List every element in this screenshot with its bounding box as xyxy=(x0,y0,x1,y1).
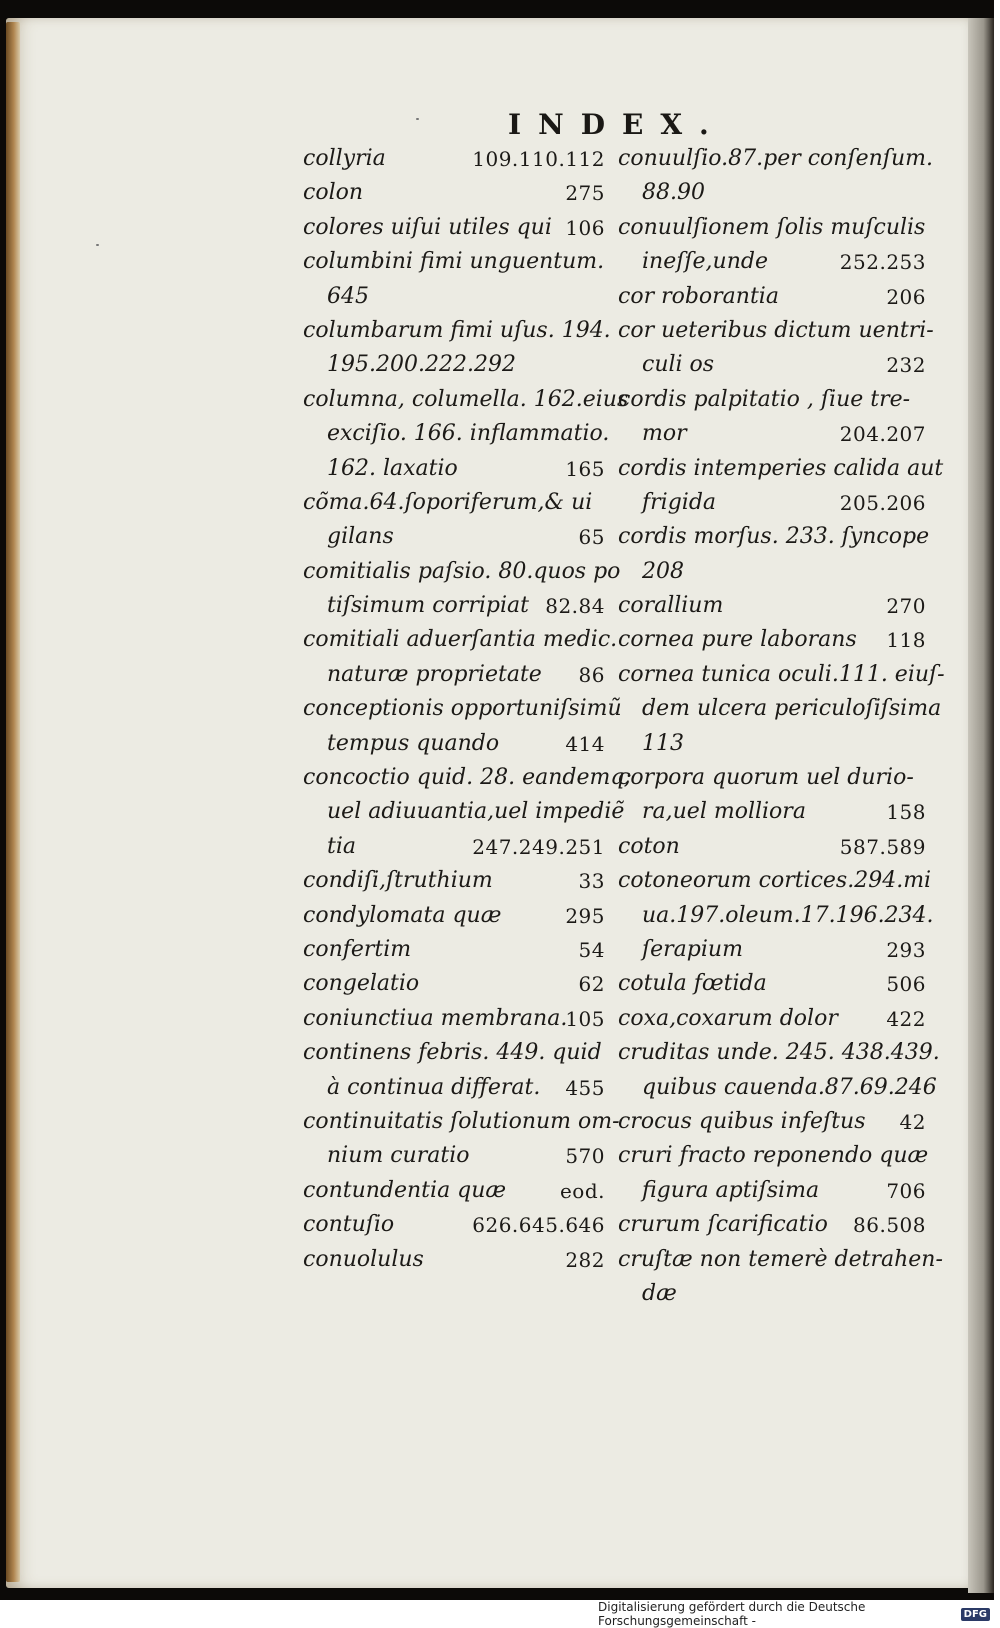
index-entry-text: tia xyxy=(327,833,356,859)
index-line xyxy=(303,1105,620,1139)
index-line xyxy=(303,692,622,726)
paper-speck xyxy=(416,118,419,120)
index-line xyxy=(303,1036,605,1070)
index-entry-text: frigida xyxy=(642,489,717,515)
index-entry-pages: 158 xyxy=(886,800,926,825)
index-entry-text: conuolulus xyxy=(303,1246,424,1272)
index-entry-text: concoctio quid. 28. eandemq; xyxy=(303,765,632,791)
index-line xyxy=(303,899,605,933)
index-entry-text: 208 xyxy=(642,558,684,584)
index-line xyxy=(303,933,605,967)
index-line xyxy=(303,864,605,898)
paper-speck xyxy=(96,244,99,246)
index-entry-text: comitialis paſsio. 80.quos po xyxy=(303,558,621,584)
footer-credit-text: Digitalisierung gefördert durch die Deutsche Forschungsgemeinschaft - xyxy=(598,1600,866,1628)
index-entry-text: cotula fœtida xyxy=(618,971,767,997)
index-line xyxy=(618,933,926,967)
index-line xyxy=(303,1002,605,1036)
index-line xyxy=(618,864,932,898)
index-entry-text: gilans xyxy=(327,524,394,550)
footer-credit xyxy=(598,1600,990,1628)
index-entry-text: cor roborantia xyxy=(618,283,779,309)
index-entry-text: congelatio xyxy=(303,971,420,997)
index-entry-text: coton xyxy=(618,833,680,859)
index-line xyxy=(303,176,605,210)
index-entry-pages: 455 xyxy=(565,1075,605,1100)
index-line xyxy=(618,1243,943,1277)
index-entry-text: 88.90 xyxy=(642,180,705,206)
index-line xyxy=(618,1208,926,1242)
index-entry-text: colores uiſui utiles qui xyxy=(303,214,552,240)
index-entry-pages: 282 xyxy=(565,1247,605,1272)
index-entry-text: uel adiuuantia,uel impediẽ xyxy=(327,799,625,825)
index-line xyxy=(618,1036,940,1070)
index-entry-text: conceptionis opportuniſsimũ xyxy=(303,696,622,722)
index-entry-text: cruſtæ non temerè detrahen- xyxy=(618,1246,943,1272)
index-entry-pages: 206 xyxy=(886,284,926,309)
index-entry-pages: 65 xyxy=(578,525,605,550)
index-entry-text: cordis morſus. 233. ſyncope xyxy=(618,524,930,550)
index-entry-text: crurum ſcarificatio xyxy=(618,1212,828,1238)
index-line xyxy=(618,348,926,382)
index-entry-text: coxa,coxarum dolor xyxy=(618,1005,838,1031)
index-entry-text: quibus cauenda.87.69.246 xyxy=(642,1074,937,1100)
index-line xyxy=(303,555,621,589)
index-line xyxy=(303,245,605,279)
index-line xyxy=(303,486,605,520)
index-entry-pages: 275 xyxy=(565,181,605,206)
index-entry-text: culi os xyxy=(642,352,715,378)
index-entry-pages: 587.589 xyxy=(839,834,926,859)
index-line xyxy=(618,589,926,623)
index-line xyxy=(618,795,926,829)
index-entry-pages: 109.110.112 xyxy=(472,147,605,171)
index-entry-text: corpora quorum uel durio- xyxy=(618,765,914,791)
index-entry-text: columbini fimi unguentum. xyxy=(303,249,605,275)
index-entry-text: tiſsimum corripiat xyxy=(327,593,529,619)
index-line xyxy=(618,245,926,279)
index-line xyxy=(618,486,926,520)
index-line xyxy=(303,1071,605,1105)
index-entry-pages: 706 xyxy=(886,1178,926,1203)
index-entry-text: à continua differat. xyxy=(327,1074,541,1100)
index-line xyxy=(303,727,605,761)
index-entry-text: confertim xyxy=(303,936,412,962)
index-entry-pages: 54 xyxy=(578,937,605,962)
index-entry-pages: 252.253 xyxy=(839,250,926,275)
page-right-edge xyxy=(968,18,994,1593)
index-entry-text: condiſi,ſtruthium xyxy=(303,868,493,894)
index-line xyxy=(618,280,926,314)
index-entry-text: corallium xyxy=(618,593,724,619)
index-entry-pages: eod. xyxy=(559,1178,605,1203)
index-line xyxy=(618,1071,937,1105)
index-line xyxy=(618,623,926,657)
index-entry-text: dæ xyxy=(642,1280,677,1306)
index-entry-text: cordis palpitatio , ſiue tre- xyxy=(618,386,911,412)
index-entry-text: 113 xyxy=(642,730,684,756)
index-entry-text: exciſio. 166. inflammatio. xyxy=(327,421,610,447)
index-entry-pages: 204.207 xyxy=(839,422,926,447)
index-entry-text: conuulſionem ſolis muſculis xyxy=(618,214,926,240)
index-line xyxy=(618,1105,926,1139)
index-line xyxy=(303,589,605,623)
index-entry-text: continuitatis ſolutionum om- xyxy=(303,1108,620,1134)
index-entry-text: columbarum fimi uſus. 194. xyxy=(303,317,611,343)
index-line xyxy=(618,967,926,1001)
index-entry-pages: 293 xyxy=(886,937,926,962)
index-entry-text: cor ueteribus dictum uentri- xyxy=(618,317,934,343)
index-entry-text: figura aptiſsima xyxy=(642,1177,820,1203)
index-line xyxy=(618,658,945,692)
index-line xyxy=(303,623,618,657)
index-line xyxy=(618,692,942,726)
index-line xyxy=(303,211,605,245)
index-line xyxy=(303,761,632,795)
dfg-logo: DFG xyxy=(961,1608,990,1621)
index-entry-pages: 626.645.646 xyxy=(472,1213,605,1238)
index-entry-text: cornea pure laborans xyxy=(618,627,857,653)
index-entry-text: naturæ proprietate xyxy=(327,661,542,687)
index-entry-text: ua.197.oleum.17.196.234. xyxy=(642,902,934,928)
index-line xyxy=(618,761,926,795)
index-entry-text: cornea tunica oculi.111. eiuſ- xyxy=(618,661,945,687)
index-line xyxy=(303,967,605,1001)
index-line xyxy=(303,830,605,864)
index-entry-text: cordis intemperies calida aut xyxy=(618,455,944,481)
index-line xyxy=(618,899,934,933)
index-column-right xyxy=(618,142,945,1311)
index-entry-pages: 205.206 xyxy=(839,490,926,515)
page-header: INDEX. xyxy=(508,108,726,141)
index-line xyxy=(303,520,605,554)
index-entry-text: 162. laxatio xyxy=(327,455,458,481)
index-line xyxy=(303,658,605,692)
index-entry-text: columna, columella. 162.eius xyxy=(303,386,629,412)
index-entry-pages: 86.508 xyxy=(853,1213,926,1238)
index-line xyxy=(618,727,926,761)
index-entry-text: continens febris. 449. quid xyxy=(303,1040,602,1066)
index-line xyxy=(303,383,629,417)
index-entry-text: coniunctiua membrana. xyxy=(303,1005,568,1031)
index-entry-pages: 62 xyxy=(578,972,605,997)
index-entry-text: tempus quando xyxy=(327,730,500,756)
index-entry-pages: 106 xyxy=(565,215,605,240)
index-entry-pages: 414 xyxy=(565,731,605,756)
index-entry-text: ineſſe,unde xyxy=(642,249,768,275)
index-entry-pages: 118 xyxy=(886,628,926,653)
index-line xyxy=(618,211,926,245)
index-entry-pages: 86 xyxy=(578,662,605,687)
page-binding-edge xyxy=(6,22,20,1582)
index-line xyxy=(618,1002,926,1036)
index-line xyxy=(303,1139,605,1173)
index-entry-text: contuſio xyxy=(303,1212,395,1238)
index-entry-text: cotoneorum cortices.294.mi xyxy=(618,868,932,894)
index-entry-pages: 82.84 xyxy=(545,594,605,619)
index-entry-pages: 270 xyxy=(886,594,926,619)
index-entry-text: conuulſio.87.per conſenſum. xyxy=(618,146,933,171)
index-line xyxy=(303,314,611,348)
index-line xyxy=(303,452,605,486)
index-entry-text: cruri fracto reponendo quæ xyxy=(618,1143,929,1169)
index-entry-text: crocus quibus infeſtus xyxy=(618,1108,866,1134)
index-line xyxy=(303,417,610,451)
index-line xyxy=(303,795,625,829)
index-entry-text: nium curatio xyxy=(327,1143,470,1169)
index-entry-text: comitiali aduerſantia medic. xyxy=(303,627,618,653)
index-entry-text: contundentia quæ xyxy=(303,1177,507,1203)
index-entry-text: 195.200.222.292 xyxy=(327,352,516,378)
index-entry-text: 645 xyxy=(327,283,369,309)
index-entry-pages: 42 xyxy=(899,1109,926,1134)
index-line xyxy=(303,1243,605,1277)
index-entry-text: cruditas unde. 245. 438.439. xyxy=(618,1040,940,1066)
index-entry-text: collyria xyxy=(303,146,386,171)
index-line xyxy=(618,417,926,451)
index-line xyxy=(618,520,930,554)
index-line xyxy=(618,142,933,176)
index-line xyxy=(618,314,934,348)
index-entry-pages: 232 xyxy=(886,353,926,378)
index-line xyxy=(618,555,926,589)
index-entry-pages: 506 xyxy=(886,972,926,997)
index-line xyxy=(618,1277,926,1311)
index-line xyxy=(618,830,926,864)
index-line xyxy=(618,383,926,417)
index-entry-text: dem ulcera periculoſiſsima xyxy=(642,696,942,722)
index-entry-pages: 570 xyxy=(565,1144,605,1169)
index-entry-pages: 422 xyxy=(886,1006,926,1031)
index-entry-text: cõma.64.ſoporiferum,& ui xyxy=(303,489,593,515)
index-column-left xyxy=(303,142,632,1277)
index-line xyxy=(618,1139,929,1173)
index-line xyxy=(618,1174,926,1208)
index-entry-pages: 295 xyxy=(565,903,605,928)
index-line xyxy=(303,348,605,382)
index-line xyxy=(303,1174,605,1208)
index-entry-pages: 165 xyxy=(565,456,605,481)
index-entry-text: ſerapium xyxy=(642,936,743,962)
index-line xyxy=(618,452,944,486)
index-line xyxy=(303,142,605,176)
index-entry-text: colon xyxy=(303,180,364,206)
index-entry-text: mor xyxy=(642,421,687,447)
index-line xyxy=(303,280,605,314)
index-line xyxy=(618,176,926,210)
index-entry-pages: 247.249.251 xyxy=(472,834,605,859)
index-line xyxy=(303,1208,605,1242)
index-entry-pages: 33 xyxy=(578,869,605,894)
index-entry-text: ra,uel molliora xyxy=(642,799,806,825)
index-entry-text: condylomata quæ xyxy=(303,902,502,928)
index-entry-pages: 105 xyxy=(565,1006,605,1031)
